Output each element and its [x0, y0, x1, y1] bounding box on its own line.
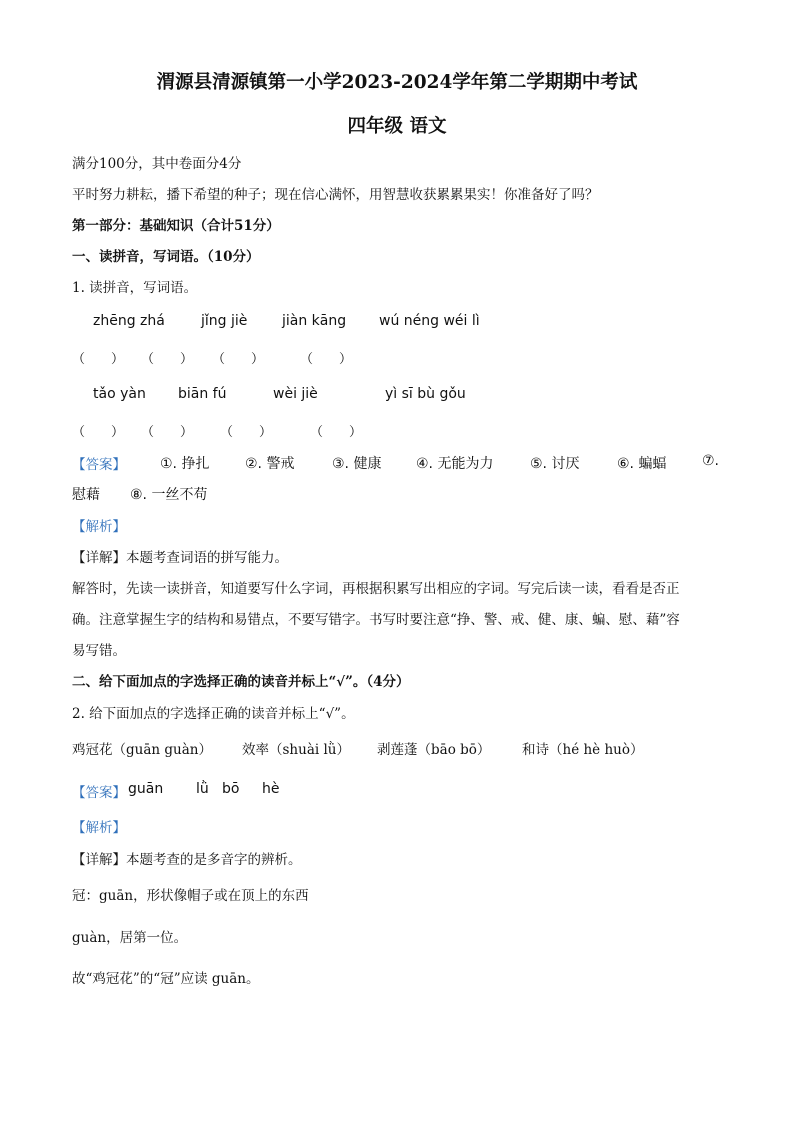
answer-5: ⑤. 讨厌	[530, 456, 580, 472]
pinyin-5: tǎo yàn	[93, 386, 146, 402]
answer-7-cont: 慰藉	[72, 487, 100, 503]
answer-tag-2: 【答案】	[72, 785, 126, 801]
answer2-4: hè	[262, 781, 280, 797]
section1-heading: 一、读拼音，写词语。（10分）	[72, 249, 260, 265]
question2: 2. 给下面加点的字选择正确的读音并标上“√”。	[72, 706, 355, 722]
answer-1: ①. 挣扎	[160, 456, 210, 472]
answer-blank-7[interactable]: （ ）	[220, 425, 273, 440]
detail-line-2	[72, 848, 302, 868]
score-note: 满分100分，其中卷面分4分	[72, 156, 242, 172]
question1: 1. 读拼音，写词语。	[72, 280, 198, 296]
answer-2: ②. 警戒	[245, 456, 295, 472]
answer-tag: 【答案】	[72, 457, 126, 473]
exam-title: 渭源县清源镇第一小学2023-2024学年第二学期期中考试	[156, 72, 638, 93]
part-heading: 第一部分：基础知识（合计51分）	[72, 218, 280, 234]
answer-7: ⑦.	[702, 453, 720, 469]
answer-3: ③. 健康	[332, 456, 382, 472]
detail-text: 本题考查词语的拼写能力。	[126, 550, 288, 566]
explain-line-1: 解答时，先读一读拼音，知道要写什么字词，再根据积累写出相应的字词。写完后读一读，看看是否正	[72, 581, 680, 597]
item-2: 效率（shuài lǜ）	[242, 742, 350, 758]
answer-blank-3[interactable]: （ ）	[212, 352, 265, 367]
answer-blank-4[interactable]: （ ）	[300, 352, 353, 367]
answer-blank-2[interactable]: （ ）	[141, 352, 194, 367]
explain2-line-2: guàn，居第一位。	[72, 930, 188, 946]
pinyin-4: wú néng wéi lì	[379, 313, 480, 329]
item-3: 剥莲蓬（bāo bō）	[377, 742, 491, 758]
pinyin-1: zhēng zhá	[93, 313, 165, 329]
pinyin-3: jiàn kāng	[282, 313, 347, 329]
item-4: 和诗（hé hè huò）	[522, 742, 644, 758]
explain2-line-1: 冠：guān，形状像帽子或在顶上的东西	[72, 888, 309, 904]
answer2-2: lǜ	[196, 781, 209, 797]
pinyin-7: wèi jiè	[273, 386, 318, 402]
detail-line	[72, 546, 288, 566]
pinyin-6: biān fú	[178, 386, 227, 402]
answer-6: ⑥. 蝙蝠	[617, 456, 667, 472]
section2-heading: 二、给下面加点的字选择正确的读音并标上“√”。（4分）	[72, 674, 410, 690]
answer-blank-1[interactable]: （ ）	[72, 352, 125, 367]
detail-tag: 【详解】	[72, 550, 126, 566]
analysis-tag: 【解析】	[72, 519, 126, 535]
answer2-3: bō	[222, 781, 240, 797]
answer2-1: guān	[128, 781, 164, 797]
detail-tag-2: 【详解】	[72, 852, 126, 868]
motto: 平时努力耕耘，播下希望的种子；现在信心满怀，用智慧收获累累果实！你准备好了吗？	[72, 187, 599, 203]
answer-4: ④. 无能为力	[416, 456, 494, 472]
analysis-tag-2: 【解析】	[72, 820, 126, 836]
answer-8: ⑧. 一丝不苟	[130, 487, 208, 503]
answer-blank-6[interactable]: （ ）	[141, 425, 194, 440]
item-1: 鸡冠花（guān guàn）	[72, 742, 212, 758]
explain2-line-3: 故“鸡冠花”的“冠”应读 guān。	[72, 971, 260, 987]
detail-text-2: 本题考查的是多音字的辨析。	[126, 852, 302, 868]
explain-line-2: 确。注意掌握生字的结构和易错点，不要写错字。书写时要注意“挣、警、戒、健、康、蝙、慰、藉”容	[72, 612, 680, 628]
exam-subtitle: 四年级 语文	[347, 116, 447, 137]
answer-blank-5[interactable]: （ ）	[72, 425, 125, 440]
explain-line-3: 易写错。	[72, 643, 126, 659]
pinyin-8: yì sī bù gǒu	[385, 386, 466, 402]
pinyin-2: jǐng jiè	[201, 313, 248, 329]
answer-blank-8[interactable]: （ ）	[310, 425, 363, 440]
